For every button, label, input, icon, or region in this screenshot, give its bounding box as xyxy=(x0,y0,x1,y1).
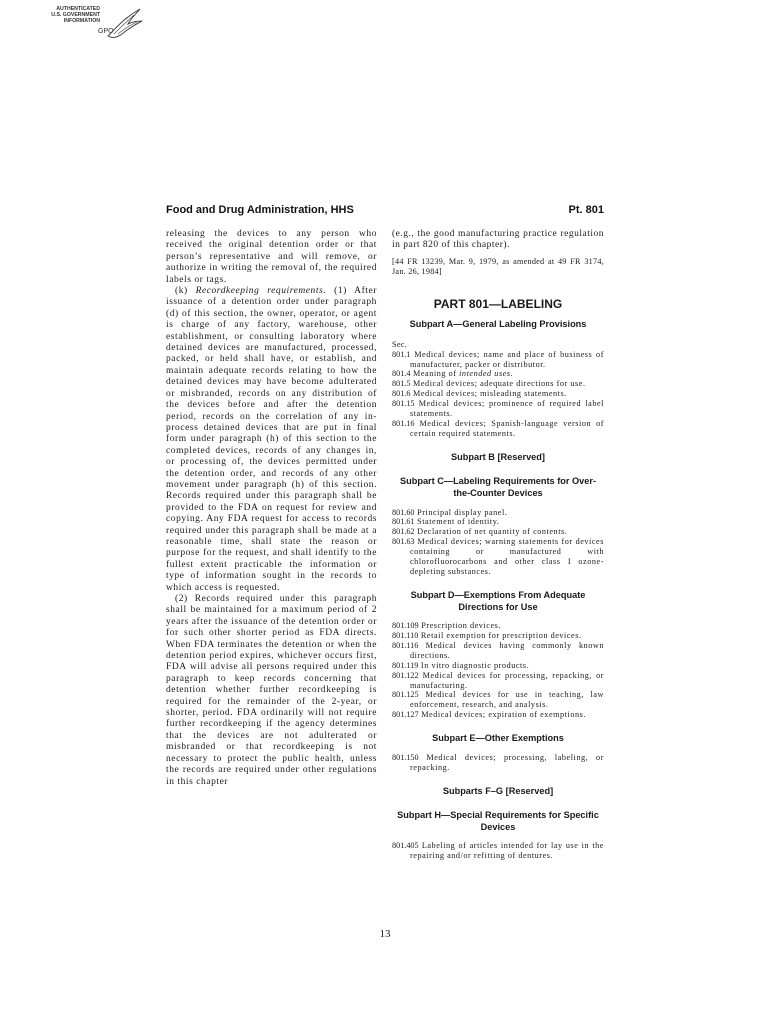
section-entry xyxy=(392,621,604,631)
subpart-title: Subparts F–G [Reserved] xyxy=(442,785,554,796)
eagle-icon xyxy=(104,6,146,42)
section-title: Medical devices; prominence of required label statements. xyxy=(410,399,604,419)
paragraph-heading: Recordkeeping requirements. xyxy=(195,286,327,297)
section-title: Medical devices; expiration of exemptions. xyxy=(421,710,586,720)
paragraph-body: (1) After issuance of a detention order under paragraph (d) of this section, the owner, operator, or agent is charge of any factory, warehouse, other establishment, or consulting laboratory where detained devices are manufactured, processed, packed, or held shall have, or establish, and maintain adequate records relating to how the detained devices may have become adulterated or misbranded, records on any distribution of the devices before and after the detention period, records on the correlation of any in-process detained devices that are put in final form under paragraph (h) of this section to the completed devices, records of any changes in, or processing of, the devices permitted under the detention order, and records of any other movement under paragraph (h) of this section. Records required under this paragraph shall be provided to the FDA on request for review and copying. Any FDA request for access to records required under this paragraph shall be made at a reasonable time, shall state the reason or purpose for the request, and shall identify to the fullest extent practicable the information or type of information sought in the records to which access is requested. xyxy=(166,286,377,593)
section-entry xyxy=(392,369,604,379)
section-entry xyxy=(392,350,604,370)
section-title: Medical devices for processing, repacking, or manufacturing. xyxy=(410,670,604,690)
section-entry xyxy=(392,753,604,773)
section-entry xyxy=(392,841,604,861)
section-entry xyxy=(392,537,604,577)
section-title: Medical devices; Spanish-language version of certain required statements. xyxy=(410,418,604,438)
section-title: Labeling of articles intended for lay use in the repairing and/or refitting of dentures. xyxy=(410,841,604,861)
subpart-title: Subpart D—Exemptions From Adequate Directions for Use xyxy=(410,589,586,612)
section-list xyxy=(392,350,604,439)
section-entry xyxy=(392,671,604,691)
section-title: Prescription devices. xyxy=(421,621,501,631)
section-entry xyxy=(392,508,604,518)
subpart-title: Subpart E—Other Exemptions xyxy=(432,733,564,744)
part-header: Pt. 801 xyxy=(568,204,604,216)
section-title-italic: intended uses xyxy=(459,369,511,379)
section-number: 801.122 xyxy=(392,670,419,680)
section-title: Retail exemption for prescription devices. xyxy=(420,631,582,640)
section-title: Medical devices for use in teaching, law enforcement, research, and analysis. xyxy=(410,690,604,710)
section-entry xyxy=(392,517,604,527)
section-label: Sec. xyxy=(392,339,408,349)
right-column xyxy=(392,229,604,861)
logo-line: U.S. GOVERNMENT xyxy=(51,12,100,18)
section-number: 801.405 xyxy=(392,841,419,851)
section-title: Medical devices; misleading statements. xyxy=(413,389,567,399)
section-entry xyxy=(392,631,604,641)
logo-gpo-text: GPO xyxy=(98,28,114,35)
section-title: Declaration of net quantity of contents. xyxy=(417,527,568,537)
page-number: 13 xyxy=(379,928,391,940)
section-title: Medical devices; warning statements for devices containing or manufactured with chlorofluorocarbons and other class I ozone-depleting substances. xyxy=(410,537,604,576)
section-number: 801.4 xyxy=(392,369,411,379)
section-number: 801.5 xyxy=(392,379,411,389)
section-entry xyxy=(392,641,604,661)
section-number: 801.125 xyxy=(392,690,419,700)
gpo-authentication-logo xyxy=(28,6,146,44)
section-number: 801.63 xyxy=(392,537,415,547)
section-title: In vitro diagnostic products. xyxy=(420,660,530,670)
section-number: 801.116 xyxy=(392,640,419,650)
section-entry xyxy=(392,399,604,419)
section-number: 801.119 xyxy=(392,660,419,670)
section-list xyxy=(392,841,604,861)
section-number: 801.62 xyxy=(392,527,415,537)
section-entry xyxy=(392,661,604,671)
section-number: 801.110 xyxy=(392,631,419,640)
paragraph-k2: (2) Records required under this paragraph shall be maintained for a maximum period of 2 years after the issuance of the detention order or for such other shorter period as FDA directs. When FDA terminates the detention or when the detention period expires, whichever occurs first, FDA will advise all persons required under this paragraph to keep records concerning that detention whether further recordkeeping is required for the remainder of the 2-year, or shorter, period. FDA ordinarily will not require further recordkeeping if the agency determines that the devices are not adulterated or misbranded or that recordkeeping is not necessary to protect the public health, unless the records are required under other regulations in this chapter xyxy=(166,594,377,787)
section-entry xyxy=(392,527,604,537)
paragraph-k1 xyxy=(166,286,377,594)
section-list xyxy=(392,753,604,773)
section-number: 801.6 xyxy=(392,389,411,399)
section-number: 801.61 xyxy=(392,517,415,527)
agency-header: Food and Drug Administration, HHS xyxy=(166,204,354,216)
section-list xyxy=(392,508,604,577)
paragraph: releasing the devices to any person who received the original detention order or that person’s representative and will remove, or authorize in writing the removal of, the required labels or tags. xyxy=(166,229,377,285)
section-number: 801.1 xyxy=(392,349,411,359)
logo-line: INFORMATION xyxy=(63,18,100,24)
subpart-title: Subpart A—General Labeling Provisions xyxy=(409,319,587,330)
section-title-tail: . xyxy=(510,369,514,379)
logo-line: AUTHENTICATED xyxy=(56,6,100,12)
section-entry xyxy=(392,690,604,710)
section-entry xyxy=(392,389,604,399)
subpart-title: Subpart H—Special Requirements for Specific Devices xyxy=(397,810,599,832)
section-number: 801.15 xyxy=(392,399,415,409)
source-citation: [44 FR 13239, Mar. 9, 1979, as amended at 49 FR 3174, Jan. 26, 1984] xyxy=(392,256,604,277)
section-number: 801.127 xyxy=(392,710,419,720)
table-of-contents xyxy=(392,319,604,861)
section-number: 801.150 xyxy=(392,752,419,762)
section-number: 801.16 xyxy=(392,418,415,428)
section-title: Principal display panel. xyxy=(417,507,508,517)
paragraph-continuation: (e.g., the good manufacturing practice regulation in part 820 of this chapter). xyxy=(392,229,604,251)
subpart-title: Subpart B [Reserved] xyxy=(451,451,545,462)
section-number: 801.60 xyxy=(392,507,415,517)
left-column xyxy=(166,229,377,788)
section-title: Medical devices having commonly known directions. xyxy=(410,640,604,660)
section-title: Statement of identity. xyxy=(417,517,500,527)
section-entry xyxy=(392,710,604,720)
part-title: PART 801—LABELING xyxy=(433,296,563,311)
logo-text xyxy=(28,6,100,24)
section-title: Medical devices; processing, labeling, or repacking. xyxy=(410,752,604,772)
section-entry xyxy=(392,419,604,439)
subpart-title: Subpart C—Labeling Requirements for Over-the-Counter Devices xyxy=(399,476,597,498)
section-title: Meaning of xyxy=(413,369,460,379)
paragraph-prefix: (k) xyxy=(175,286,196,297)
section-title: Medical devices; name and place of business of manufacturer, packer or distributor. xyxy=(410,349,604,369)
section-title: Medical devices; adequate directions for use. xyxy=(413,379,586,389)
section-list xyxy=(392,621,604,720)
section-entry xyxy=(392,379,604,389)
section-number: 801.109 xyxy=(392,621,419,631)
